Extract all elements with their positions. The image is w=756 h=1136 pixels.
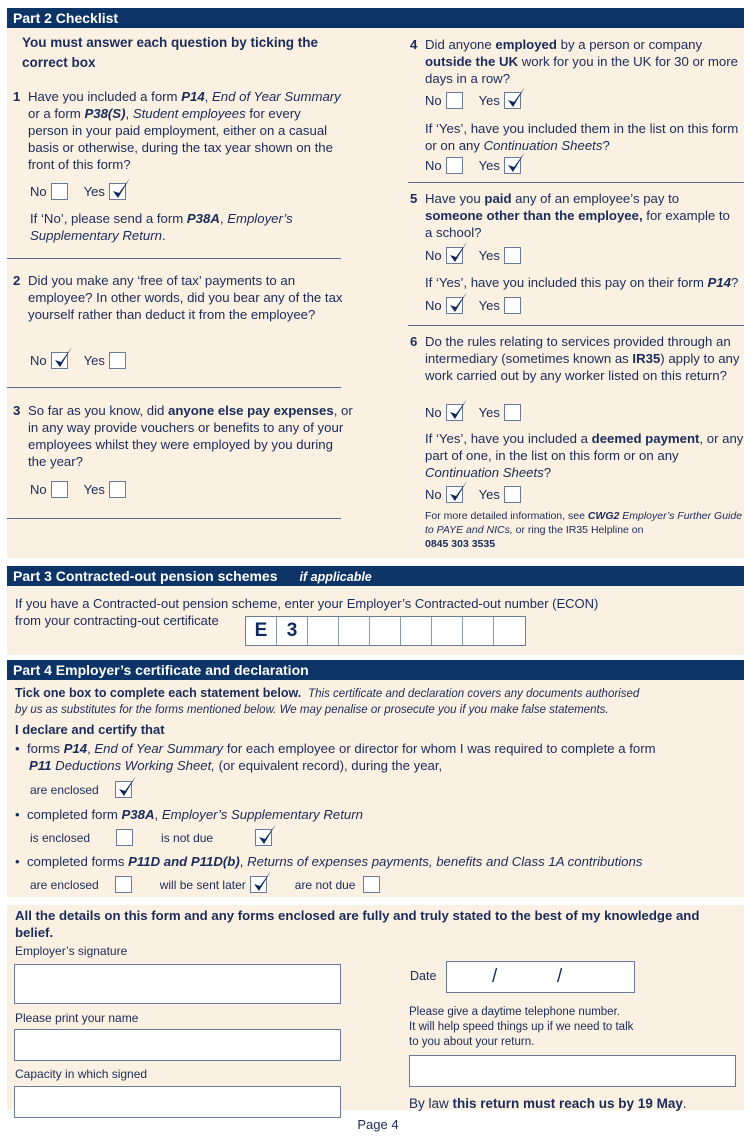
q1-yes-checkbox[interactable] bbox=[109, 183, 126, 200]
part3-line2: from your contracting-out certificate bbox=[15, 613, 219, 628]
p11d-not-due-checkbox[interactable] bbox=[363, 876, 380, 893]
no-label: No bbox=[425, 248, 442, 263]
yes-label: Yes bbox=[83, 482, 105, 497]
q5-no-checkbox[interactable] bbox=[446, 247, 463, 264]
check-icon bbox=[505, 151, 527, 175]
bullet-p11d: • completed forms P11D and P11D(b), Returns of expenses payments, benefits and Class 1A contributions bbox=[15, 854, 643, 869]
option-label: will be sent later bbox=[159, 877, 246, 892]
date-field[interactable] bbox=[446, 961, 635, 993]
yes-label: Yes bbox=[478, 487, 500, 502]
yes-label: Yes bbox=[478, 298, 500, 313]
option-label: is not due bbox=[161, 830, 214, 845]
q4b-yes-checkbox[interactable] bbox=[504, 157, 521, 174]
yes-label: Yes bbox=[83, 184, 105, 199]
capacity-field[interactable] bbox=[14, 1086, 341, 1118]
question-4-followup-options bbox=[425, 157, 537, 174]
part2-instruction: You must answer each question by ticking the correct box bbox=[22, 35, 319, 70]
check-icon bbox=[447, 241, 469, 265]
p38a-options bbox=[30, 829, 288, 846]
question-6-followup: If ‘Yes’, have you included a deemed payment, or any part of one, in the list on this form or on any Continuation Sheets? bbox=[425, 431, 744, 480]
q6-no-checkbox[interactable] bbox=[446, 404, 463, 421]
q6b-no-checkbox[interactable] bbox=[446, 486, 463, 503]
no-label: No bbox=[30, 482, 47, 497]
no-label: No bbox=[425, 298, 442, 313]
check-icon bbox=[52, 346, 74, 370]
q4b-no-checkbox[interactable] bbox=[446, 157, 463, 174]
econ-cell[interactable] bbox=[370, 617, 401, 645]
question-6-options bbox=[425, 404, 537, 421]
option-label: are not due bbox=[294, 877, 356, 892]
page-number: Page 4 bbox=[357, 1117, 399, 1132]
date-separator: / bbox=[557, 966, 563, 987]
q5-yes-checkbox[interactable] bbox=[504, 247, 521, 264]
econ-input[interactable] bbox=[245, 616, 526, 646]
yes-label: Yes bbox=[478, 248, 500, 263]
signature-field[interactable] bbox=[14, 964, 341, 1004]
date-separator: / bbox=[492, 966, 498, 987]
p11d-options bbox=[30, 876, 396, 893]
no-label: No bbox=[30, 184, 47, 199]
question-3: 3 So far as you know, did anyone else pay expenses, or in any way provide vouchers or benefits to any of your employees whilst they were employed by you during the year? bbox=[13, 403, 353, 469]
p38a-not-due-checkbox[interactable] bbox=[255, 829, 272, 846]
question-5: 5 Have you paid any of an employee’s pay to someone other than the employee, for example to a school? bbox=[410, 191, 730, 240]
part3-header: Part 3 Contracted-out pension schemes if applicable bbox=[7, 566, 744, 586]
yes-label: Yes bbox=[478, 405, 500, 420]
q2-no-checkbox[interactable] bbox=[51, 352, 68, 369]
p38a-enclosed-checkbox[interactable] bbox=[116, 829, 133, 846]
phone-field[interactable] bbox=[409, 1055, 736, 1087]
econ-cell[interactable] bbox=[308, 617, 339, 645]
check-icon bbox=[447, 398, 469, 422]
econ-cell[interactable] bbox=[494, 617, 525, 645]
yes-label: Yes bbox=[478, 93, 500, 108]
part4-intro-2: by us as substitutes for the forms mentioned below. We may penalise or prosecute you if you make false statements. bbox=[15, 704, 609, 716]
q6-yes-checkbox[interactable] bbox=[504, 404, 521, 421]
check-icon bbox=[505, 86, 527, 110]
check-icon bbox=[251, 870, 273, 894]
question-2-options bbox=[30, 352, 142, 369]
question-6-followup-options bbox=[425, 486, 537, 503]
yes-label: Yes bbox=[83, 353, 105, 368]
divider bbox=[408, 325, 744, 326]
check-icon bbox=[116, 775, 138, 799]
econ-cell[interactable] bbox=[401, 617, 432, 645]
part4-header: Part 4 Employer’s certificate and declaration bbox=[7, 660, 744, 680]
q5b-no-checkbox[interactable] bbox=[446, 297, 463, 314]
question-3-options bbox=[30, 481, 142, 498]
divider bbox=[7, 518, 341, 519]
divider bbox=[408, 182, 744, 183]
econ-cell[interactable] bbox=[339, 617, 370, 645]
question-4-followup: If ‘Yes’, have you included them in the list on this form or on any Continuation Sheets? bbox=[425, 121, 739, 153]
deadline-note: By law this return must reach us by 19 May. bbox=[409, 1096, 687, 1111]
option-label: is enclosed bbox=[30, 830, 91, 845]
name-label: Please print your name bbox=[15, 1011, 139, 1025]
q1-no-checkbox[interactable] bbox=[51, 183, 68, 200]
no-label: No bbox=[30, 353, 47, 368]
name-field[interactable] bbox=[14, 1029, 341, 1061]
question-6: 6 Do the rules relating to services provided through an intermediary (sometimes known as IR35) apply to any work carried out by any worker listed on this return? bbox=[410, 334, 740, 383]
q6b-yes-checkbox[interactable] bbox=[504, 486, 521, 503]
part4-intro: Tick one box to complete each statement below. This certificate and declaration covers any documents authorised bbox=[15, 686, 640, 700]
econ-cell[interactable]: E bbox=[246, 617, 277, 645]
check-icon bbox=[110, 177, 132, 201]
bullet-p38a: • completed form P38A, Employer’s Supplementary Return bbox=[15, 807, 363, 822]
p14-enclosed-checkbox[interactable] bbox=[115, 781, 132, 798]
check-icon bbox=[447, 480, 469, 504]
question-1: 1 Have you included a form P14, End of Year Summary or a form P38(S), Student employees for every person in your paid employment, either on a casual basis or otherwise, during the tax year shown on the front of this form? bbox=[13, 89, 341, 172]
bullet-p14-line2: P11 Deductions Working Sheet, (or equivalent record), during the year, bbox=[29, 758, 443, 773]
no-label: No bbox=[425, 405, 442, 420]
p11d-enclosed-checkbox[interactable] bbox=[115, 876, 132, 893]
option-label: are enclosed bbox=[30, 782, 99, 797]
divider bbox=[7, 387, 341, 388]
capacity-label: Capacity in which signed bbox=[15, 1067, 148, 1081]
check-icon bbox=[256, 823, 278, 847]
phone-instructions: Please give a daytime telephone number. It will help speed things up if we need to talk to you about your return. bbox=[409, 1006, 634, 1048]
question-1-followup: If ‘No’, please send a form P38A, Employer’s Supplementary Return. bbox=[30, 211, 293, 243]
question-5-options bbox=[425, 247, 537, 264]
signature-label: Employer’s signature bbox=[15, 944, 128, 958]
question-5-followup-options bbox=[425, 297, 537, 314]
p11d-sent-later-checkbox[interactable] bbox=[250, 876, 267, 893]
q5b-yes-checkbox[interactable] bbox=[504, 297, 521, 314]
ir35-note: For more detailed information, see CWG2 Employer’s Further Guide to PAYE and NICs, or ring the IR35 Helpline on 0845 303 3535 bbox=[425, 510, 743, 550]
check-icon bbox=[447, 291, 469, 315]
declare-heading: I declare and certify that bbox=[15, 722, 165, 737]
question-5-followup: If ‘Yes’, have you included this pay on their form P14? bbox=[425, 275, 739, 290]
q2-yes-checkbox[interactable] bbox=[109, 352, 126, 369]
question-4: 4 Did anyone employed by a person or company outside the UK work for you in the UK for 30 or more days in a row? bbox=[410, 37, 738, 86]
q3-yes-checkbox[interactable] bbox=[109, 481, 126, 498]
declaration-statement: All the details on this form and any forms enclosed are fully and truly stated to the best of my knowledge and belief. bbox=[15, 908, 700, 940]
part3-line1: If you have a Contracted-out pension scheme, enter your Employer’s Contracted-out number (ECON) bbox=[15, 596, 599, 611]
date-label: Date bbox=[410, 969, 437, 983]
question-4-options bbox=[425, 92, 537, 109]
econ-cell[interactable] bbox=[463, 617, 494, 645]
q4-yes-checkbox[interactable] bbox=[504, 92, 521, 109]
question-2: 2 Did you make any ‘free of tax’ payments to an employee? In other words, did you bear any of the tax yourself rather than deduct it from the employee? bbox=[13, 273, 343, 322]
econ-cell[interactable] bbox=[432, 617, 463, 645]
q4-no-checkbox[interactable] bbox=[446, 92, 463, 109]
part2-header: Part 2 Checklist bbox=[7, 8, 744, 28]
bullet-p14: • forms P14, End of Year Summary for each employee or director for whom I was required to complete a form bbox=[15, 741, 656, 756]
option-label: are enclosed bbox=[30, 877, 99, 892]
yes-label: Yes bbox=[478, 158, 500, 173]
no-label: No bbox=[425, 158, 442, 173]
econ-cell[interactable]: 3 bbox=[277, 617, 308, 645]
question-1-options bbox=[30, 183, 142, 200]
p14-options bbox=[30, 781, 148, 798]
no-label: No bbox=[425, 93, 442, 108]
no-label: No bbox=[425, 487, 442, 502]
q3-no-checkbox[interactable] bbox=[51, 481, 68, 498]
divider bbox=[7, 258, 341, 259]
